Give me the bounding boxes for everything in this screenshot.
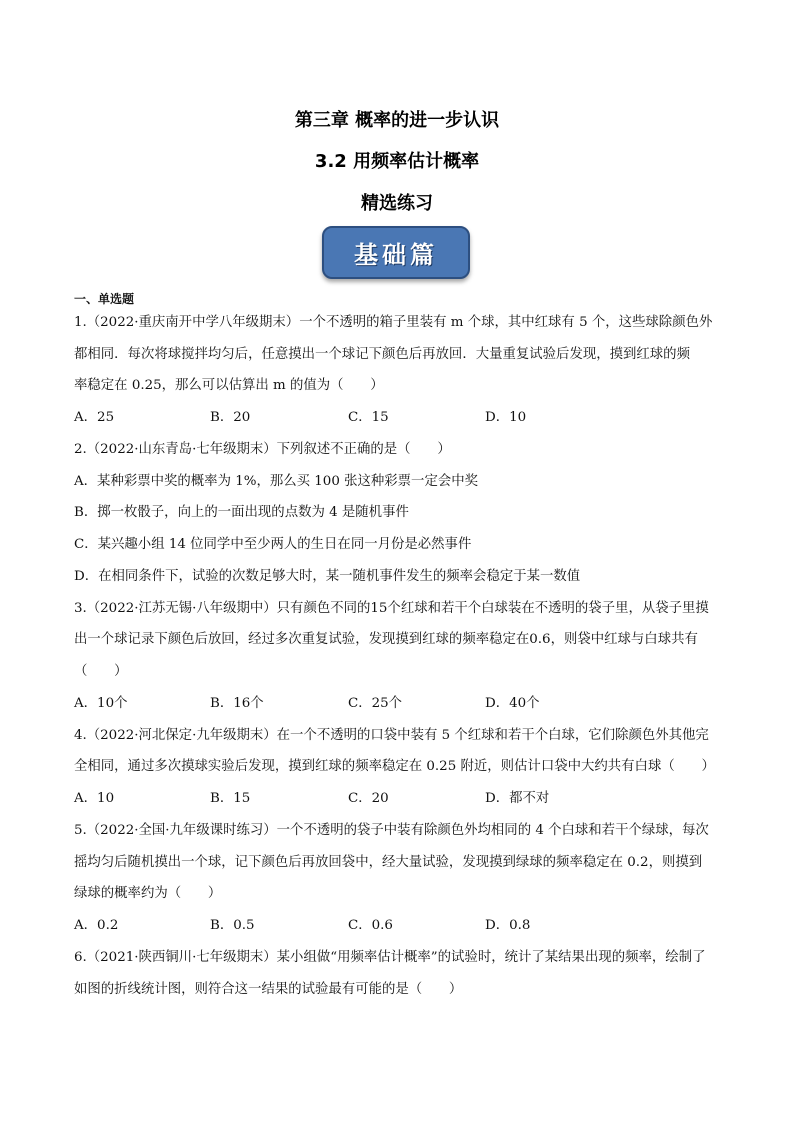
q4-line-1: 4.（2022·河北保定·九年级期末）在一个不透明的口袋中装有 5 个红球和若干个白球，它们除颜色外其他完 [74, 728, 709, 743]
q4-option-a: A．10 [74, 791, 115, 806]
q4-option-b: B．15 [210, 791, 251, 806]
subtitle: 精选练习 [361, 193, 433, 214]
section-heading: 一、单选题 [74, 292, 135, 306]
q2-option-d: D．在相同条件下，试验的次数足够大时，某一随机事件发生的频率会稳定于某一数值 [74, 569, 581, 584]
q4-option-c: C．20 [348, 791, 389, 806]
q2-option-a: A．某种彩票中奖的概率为 1%，那么买 100 张这种彩票一定会中奖 [74, 474, 479, 489]
q3-option-c: C．25个 [348, 696, 403, 711]
q2-option-c: C．某兴趣小组 14 位同学中至少两人的生日在同一月份是必然事件 [74, 537, 472, 552]
q1-line-3: 率稳定在 0.25，那么可以估算出 m 的值为（ ） [74, 378, 384, 393]
q1-option-b: B．20 [210, 410, 251, 425]
q6-line-2: 如图的折线统计图，则符合这一结果的试验最有可能的是（ ） [74, 982, 463, 997]
q3-line-1: 3.（2022·江苏无锡·八年级期中）只有颜色不同的15个红球和若干个白球装在不透明的袋子里，从袋子里摸 [74, 601, 709, 616]
q5-option-d: D．0.8 [485, 918, 531, 933]
section-title: 3.2 用频率估计概率 [314, 151, 480, 172]
q3-option-d: D．40个 [485, 696, 540, 711]
q3-option-b: B．16个 [210, 696, 264, 711]
q5-option-a: A．0.2 [74, 918, 119, 933]
q3-line-3: （ ） [74, 664, 128, 679]
q4-line-2: 全相同，通过多次摸球实验后发现，摸到红球的频率稳定在 0.25 附近，则估计口袋中大约共有白球（ ） [74, 759, 715, 774]
q1-option-c: C．15 [348, 410, 389, 425]
badge-label: 基础篇 [354, 240, 438, 269]
q1-line-2: 都相同．每次将球搅拌均匀后，任意摸出一个球记下颜色后再放回．大量重复试验后发现，摸到红球的频 [74, 347, 690, 362]
q1-option-d: D．10 [485, 410, 527, 425]
q5-option-c: C．0.6 [348, 918, 393, 933]
q5-option-b: B．0.5 [210, 918, 255, 933]
q1-line-1: 1.（2022·重庆南开中学八年级期末）一个不透明的箱子里装有 m 个球，其中红球有 5 个，这些球除颜色外 [74, 315, 713, 330]
q3-option-a: A．10个 [74, 696, 128, 711]
chapter-title: 第三章 概率的进一步认识 [294, 110, 500, 131]
q5-line-1: 5.（2022·全国·九年级课时练习）一个不透明的袋子中装有除颜色外均相同的 4 个白球和若干个绿球，每次 [74, 823, 709, 838]
q2-option-b: B．掷一枚骰子，向上的一面出现的点数为 4 是随机事件 [74, 505, 409, 520]
q6-line-1: 6.（2021·陕西铜川·七年级期末）某小组做“用频率估计概率”的试验时，统计了某结果出现的频率，绘制了 [74, 950, 706, 965]
q3-line-2: 出一个球记录下颜色后放回，经过多次重复试验，发现摸到红球的频率稳定在0.6，则袋中红球与白球共有 [74, 632, 698, 647]
q4-option-d: D．都不对 [485, 791, 550, 806]
q1-option-a: A．25 [74, 410, 115, 425]
q5-line-2: 摇均匀后随机摸出一个球，记下颜色后再放回袋中，经大量试验，发现摸到绿球的频率稳定在 0.2，则摸到 [74, 855, 703, 870]
level-badge [322, 226, 470, 279]
q5-line-3: 绿球的概率约为（ ） [74, 886, 222, 901]
q2-line-1: 2.（2022·山东青岛·七年级期末）下列叙述不正确的是（ ） [74, 442, 451, 457]
